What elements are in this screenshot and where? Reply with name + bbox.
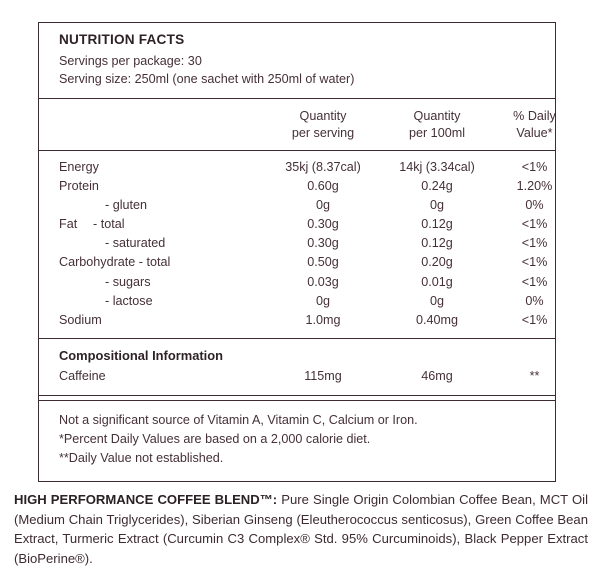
value-daily-value: <1% <box>521 274 548 289</box>
nutrient-label: - saturated <box>105 236 166 251</box>
footnote-percent-daily-values: *Percent Daily Values are based on a 2,000 calorie diet. <box>59 431 371 446</box>
value-per-100ml: 0g <box>429 293 444 308</box>
value-daily-value: <1% <box>521 217 548 232</box>
value-daily-value: <1% <box>521 159 548 174</box>
nutrient-label: - sugars <box>105 274 151 289</box>
footnote-vitamins: Not a significant source of Vitamin A, Vitamin C, Calcium or Iron. <box>59 412 418 427</box>
compositional-information-section <box>39 339 555 395</box>
value-per-serving: 0g <box>315 198 330 213</box>
value-daily-value: 1.20% <box>516 178 553 193</box>
value-per-100ml: 0.24g <box>421 178 453 193</box>
table-row <box>59 292 577 311</box>
ingredients-brand-name: HIGH PERFORMANCE COFFEE BLEND™: <box>14 492 278 507</box>
compositional-information-heading: Compositional Information <box>59 348 223 363</box>
table-row <box>59 177 577 196</box>
table-row <box>59 253 577 272</box>
serving-size: Serving size: 250ml (one sachet with 250ml of water) <box>59 71 355 86</box>
footnote-daily-value-not-established: **Daily Value not established. <box>59 451 224 466</box>
value-per-serving: 35kj (8.37cal) <box>285 159 361 174</box>
compositional-label: Caffeine <box>59 368 106 383</box>
column-header-daily-value-line2: Value* <box>516 125 553 140</box>
value-per-100ml: 0.01g <box>421 274 453 289</box>
panel-header <box>39 23 555 98</box>
column-header-daily-value <box>492 108 577 142</box>
nutrient-label <box>59 215 264 234</box>
table-row <box>59 367 577 386</box>
value-per-serving: 1.0mg <box>305 312 341 327</box>
column-header-per-100ml-line2: per 100ml <box>408 125 465 140</box>
column-header-per-serving-line2: per serving <box>291 125 355 140</box>
nutrition-rows <box>39 151 555 338</box>
value-daily-value: 0% <box>525 198 544 213</box>
column-header-per-serving <box>264 108 382 142</box>
table-row <box>59 215 577 234</box>
value-per-serving: 0.03g <box>307 274 339 289</box>
value-per-100ml: 0.12g <box>421 217 453 232</box>
compositional-value-per-100ml: 46mg <box>421 368 453 383</box>
nutrient-label-text: - total <box>93 217 125 232</box>
nutrition-facts-panel <box>38 22 556 482</box>
nutrient-label: Sodium <box>59 312 102 327</box>
value-per-serving: 0.50g <box>307 255 339 270</box>
compositional-value-daily-value: ** <box>529 368 540 383</box>
value-daily-value: <1% <box>521 236 548 251</box>
table-row <box>59 273 577 292</box>
table-column-headers <box>39 99 555 150</box>
value-per-100ml: 14kj (3.34cal) <box>399 159 475 174</box>
value-per-serving: 0.60g <box>307 178 339 193</box>
value-per-serving: 0.30g <box>307 236 339 251</box>
column-header-per-100ml-line1: Quantity <box>413 108 461 123</box>
value-per-100ml: 0.12g <box>421 236 453 251</box>
nutrient-label-lead: Fat <box>59 217 78 232</box>
ingredients-paragraph <box>14 490 588 569</box>
value-per-serving: 0.30g <box>307 217 339 232</box>
column-header-label <box>59 108 264 142</box>
compositional-value-per-serving: 115mg <box>304 368 342 383</box>
table-row <box>59 158 577 177</box>
value-daily-value: <1% <box>521 312 548 327</box>
page-title: NUTRITION FACTS <box>59 32 185 47</box>
column-header-daily-value-line1: % Daily <box>513 108 556 123</box>
table-row <box>59 196 577 215</box>
nutrient-label: - gluten <box>105 198 148 213</box>
value-per-100ml: 0g <box>429 198 444 213</box>
nutrient-label: Carbohydrate - total <box>59 255 171 270</box>
value-per-serving: 0g <box>315 293 330 308</box>
nutrient-label: - lactose <box>105 293 153 308</box>
nutrient-label: Protein <box>59 178 99 193</box>
column-header-per-serving-line1: Quantity <box>299 108 347 123</box>
column-header-per-100ml <box>382 108 492 142</box>
table-row <box>59 311 577 330</box>
value-daily-value: 0% <box>525 293 544 308</box>
value-daily-value: <1% <box>521 255 548 270</box>
value-per-100ml: 0.40mg <box>415 312 458 327</box>
servings-per-package: Servings per package: 30 <box>59 53 202 68</box>
table-row <box>59 234 577 253</box>
value-per-100ml: 0.20g <box>421 255 453 270</box>
footnotes-section <box>39 401 555 481</box>
nutrient-label: Energy <box>59 159 99 174</box>
ingredients-list-text: Pure Single Origin Colombian Coffee Bean, MCT Oil (Medium Chain Triglycerides), Siberian Ginseng (Eleutherococcus senticosus), Green Coffee Bean Extract, Turmeric Extract (Curcumin C3 Complex® Std. 95% Curcuminoids), Black Pepper Extract (BioPerine®). <box>14 492 588 566</box>
